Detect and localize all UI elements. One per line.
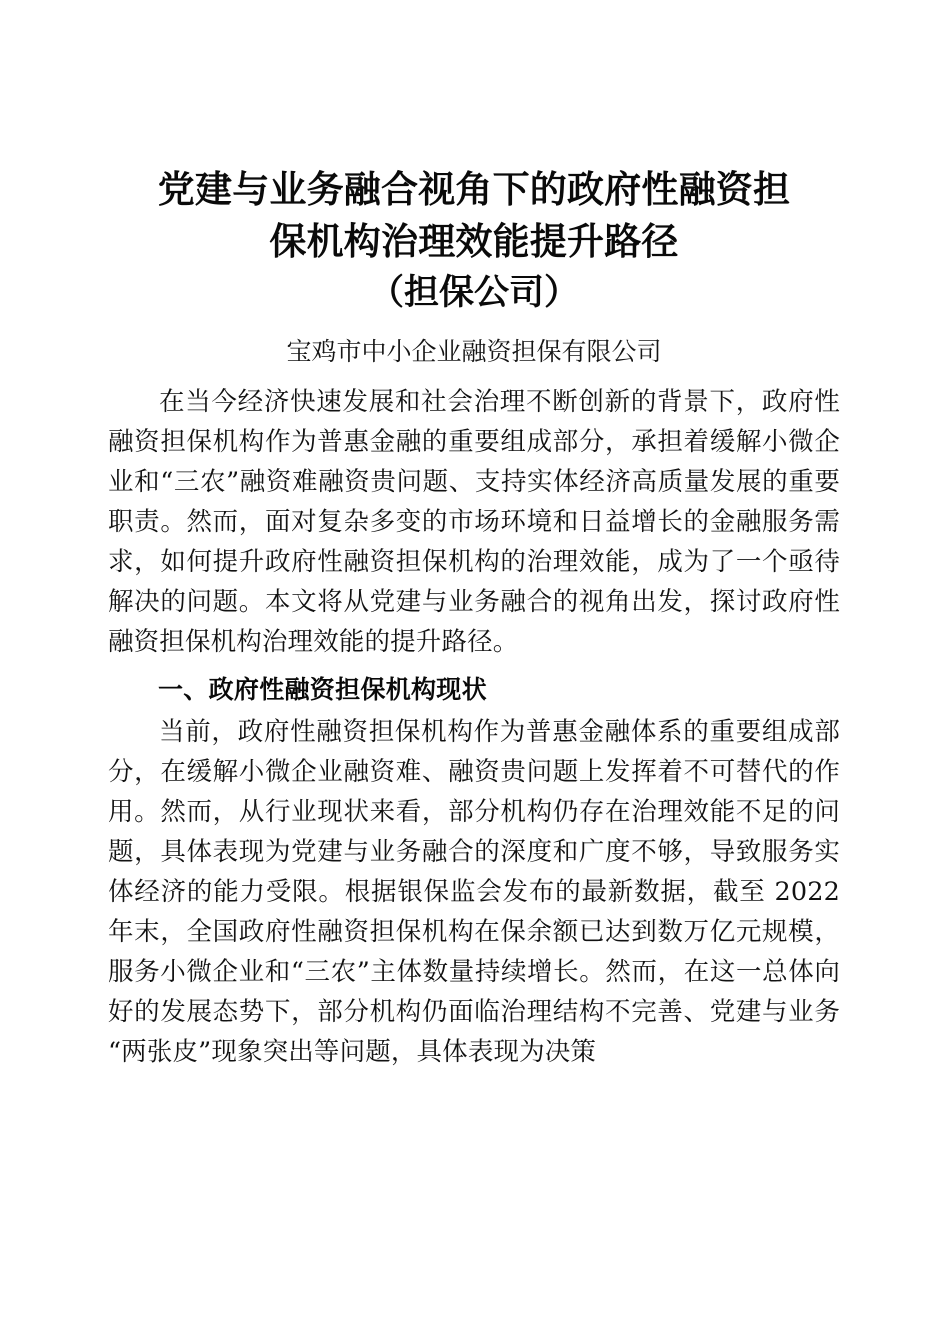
page-title [108, 0, 840, 319]
organization-byline: 宝鸡市中小企业融资担保有限公司 [286, 337, 662, 366]
page-title-subtitle-parenthetical: （担保公司） [368, 272, 579, 313]
section-one-body-paragraph: 当前，政府性融资担保机构作为普惠金融体系的重要组成部分，在缓解小微企业融资难、融资贵问题上发挥着不可替代的作用。然而，从行业现状来看，部分机构仍存在治理效能不足的问题，具体表现为党建与业务融合的深度和广度不够，导致服务实体经济的能力受限。根据银保监会发布的最新数据，截至 2022 年末，全国政府性融资担保机构在保余额已达到数万亿元规模，服务小微企业和“三农”主体数量持续增长。然而，在这一总体向好的发展态势下，部分机构仍面临治理结构不完善、党建与业务“两张皮”现象突出等问题，具体表现为决策 [108, 717, 840, 1067]
section-heading-one: 一、政府性融资担保机构现状 [158, 675, 487, 704]
page-title-line-2: 保机构治理效能提升路径 [269, 219, 679, 263]
page-title-line-1: 党建与业务融合视角下的政府性融资担 [157, 167, 791, 211]
page-content-column [108, 0, 840, 1072]
intro-paragraph: 在当今经济快速发展和社会治理不断创新的背景下，政府性融资担保机构作为普惠金融的重要组成部分，承担着缓解小微企业和“三农”融资难融资贵问题、支持实体经济高质量发展的重要职责。然而，面对复杂多变的市场环境和日益增长的金融服务需求，如何提升政府性融资担保机构的治理效能，成为了一个亟待解决的问题。本文将从党建与业务融合的视角出发，探讨政府性融资担保机构治理效能的提升路径。 [108, 387, 840, 657]
